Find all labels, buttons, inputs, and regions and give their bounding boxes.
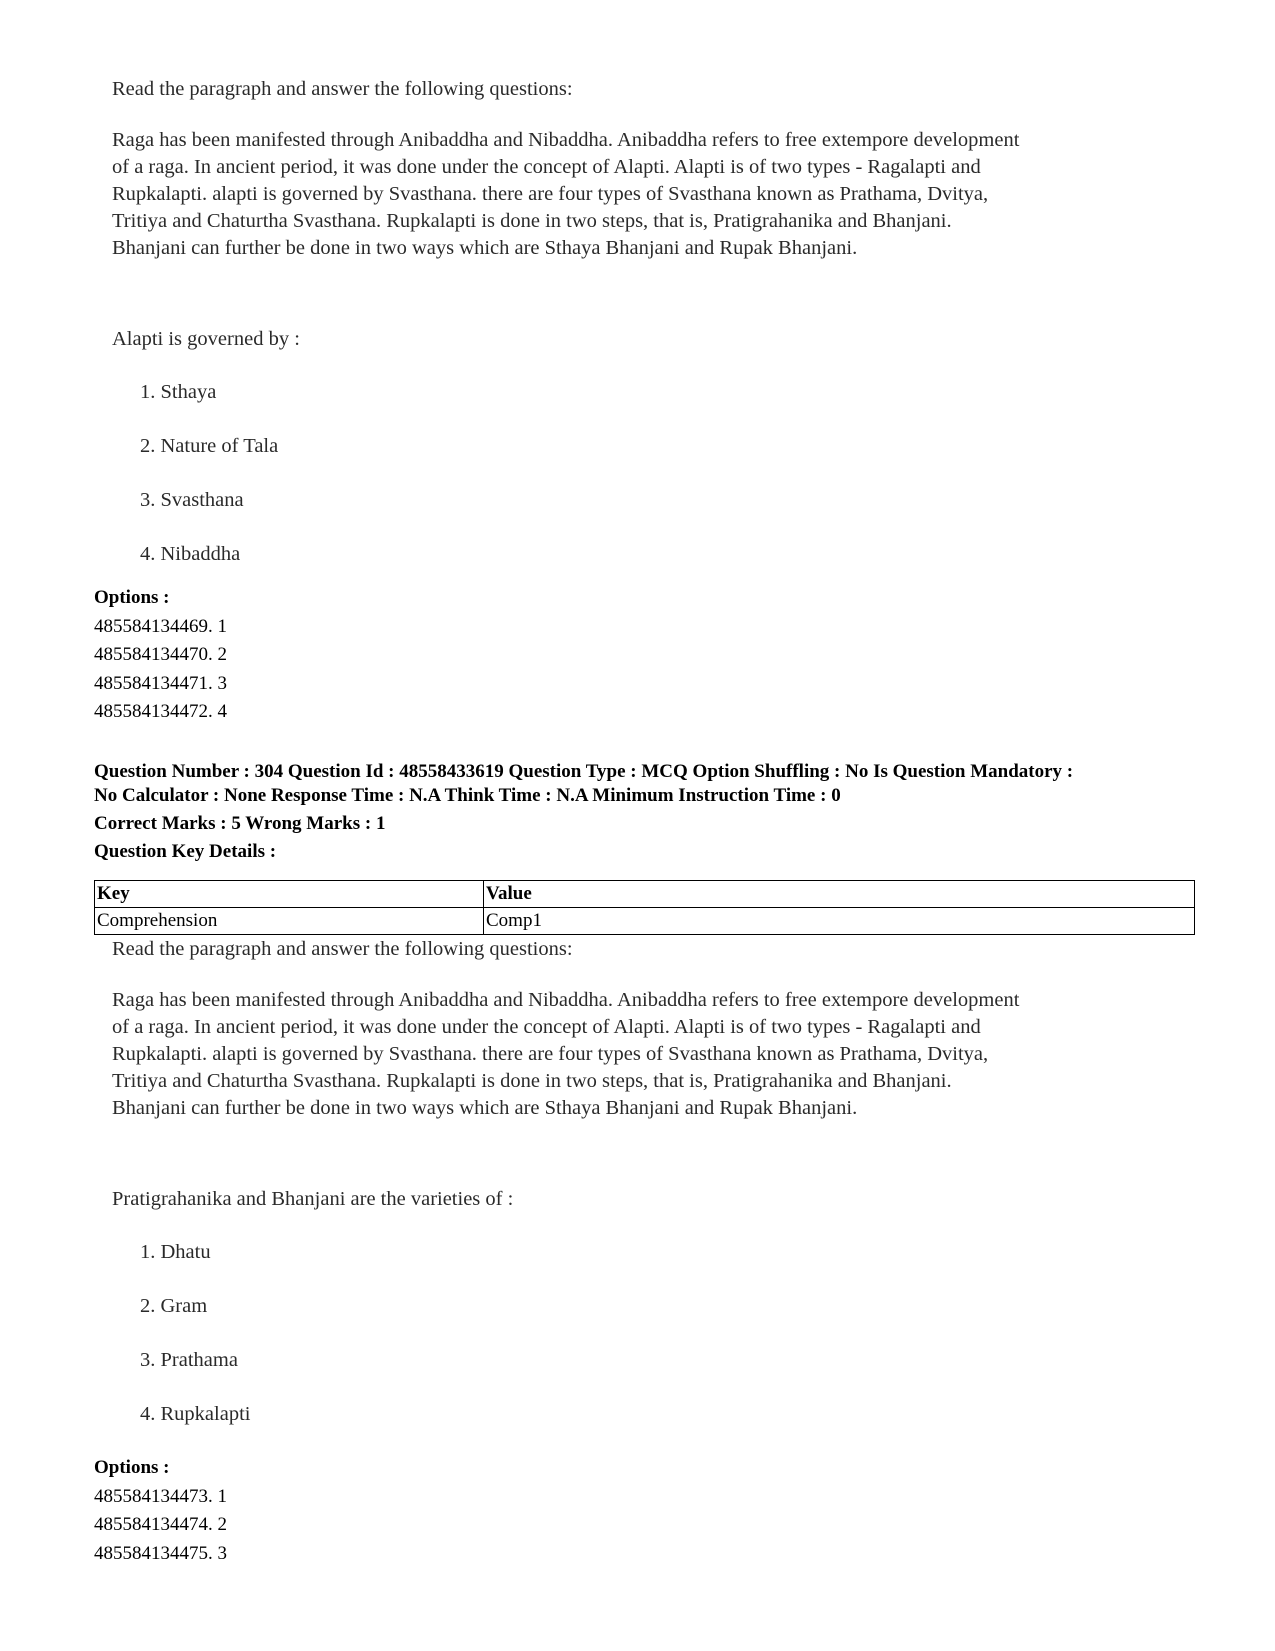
option-row: 485584134475. 3	[94, 1542, 227, 1564]
question-2-meta	[94, 760, 1194, 864]
passage-line: of a raga. In ancient period, it was done under the concept of Alapti. Alapti is of two types - Ragalapti and	[112, 1016, 981, 1038]
question-stem: Pratigrahanika and Bhanjani are the varieties of :	[112, 1188, 514, 1210]
choice-item: 3. Svasthana	[140, 489, 244, 511]
passage-line: Rupkalapti. alapti is governed by Svasthana. there are four types of Svasthana known as Prathama, Dvitya,	[112, 183, 989, 205]
option-row: 485584134470. 2	[94, 644, 227, 665]
option-row: 485584134469. 1	[94, 615, 227, 637]
table-cell: Comp1	[484, 908, 1195, 935]
passage-line: Tritiya and Chaturtha Svasthana. Rupkalapti is done in two steps, that is, Pratigrahanika and Bhanjani.	[112, 210, 952, 232]
choice-item: 1. Dhatu	[140, 1241, 211, 1263]
meta-line: Question Number : 304 Question Id : 48558433619 Question Type : MCQ Option Shuffling : No Is Question Mandatory :	[94, 761, 1074, 782]
option-row: 485584134473. 1	[94, 1485, 227, 1507]
question-stem: Alapti is governed by :	[112, 328, 300, 350]
passage-line: Raga has been manifested through Anibaddha and Nibaddha. Anibaddha refers to free extempore development	[112, 129, 1020, 151]
passage-line: Rupkalapti. alapti is governed by Svasthana. there are four types of Svasthana known as Prathama, Dvitya,	[112, 1043, 989, 1065]
choice-item: 3. Prathama	[140, 1349, 238, 1371]
passage-line: Bhanjani can further be done in two ways which are Sthaya Bhanjani and Rupak Bhanjani.	[112, 1097, 858, 1119]
table-header-cell: Key	[95, 881, 484, 908]
passage-line: Tritiya and Chaturtha Svasthana. Rupkalapti is done in two steps, that is, Pratigrahanika and Bhanjani.	[112, 1070, 952, 1092]
key-details-table	[94, 880, 1195, 935]
table-header-cell: Value	[484, 881, 1195, 908]
passage-line: of a raga. In ancient period, it was done under the concept of Alapti. Alapti is of two types - Ragalapti and	[112, 156, 981, 178]
option-row: 485584134474. 2	[94, 1514, 227, 1535]
passage-line: Bhanjani can further be done in two ways which are Sthaya Bhanjani and Rupak Bhanjani.	[112, 237, 858, 259]
question-2-options	[94, 1454, 227, 1568]
question-2-passage-block	[112, 936, 1212, 1122]
choice-list	[140, 379, 278, 595]
passage-instruction: Read the paragraph and answer the following questions:	[112, 938, 573, 960]
choice-item: 1. Sthaya	[140, 381, 217, 403]
passage-line: Raga has been manifested through Anibaddha and Nibaddha. Anibaddha refers to free extempore development	[112, 989, 1020, 1011]
option-row: 485584134471. 3	[94, 672, 227, 694]
option-row: 485584134472. 4	[94, 701, 227, 722]
choice-item: 4. Nibaddha	[140, 543, 241, 565]
choice-list	[140, 1239, 250, 1455]
question-1-passage-block	[112, 76, 1212, 262]
choice-item: 2. Nature of Tala	[140, 435, 279, 457]
question-1-options	[94, 584, 227, 727]
table-header-row	[95, 881, 1195, 908]
table-row	[95, 908, 1195, 935]
table-cell: Comprehension	[95, 908, 484, 935]
marks-line: Correct Marks : 5 Wrong Marks : 1	[94, 813, 386, 834]
options-heading: Options :	[94, 1457, 170, 1478]
options-heading: Options :	[94, 587, 170, 608]
passage-instruction: Read the paragraph and answer the following questions:	[112, 78, 573, 100]
meta-line: No Calculator : None Response Time : N.A Think Time : N.A Minimum Instruction Time : 0	[94, 785, 841, 806]
choice-item: 4. Rupkalapti	[140, 1403, 251, 1425]
key-details-heading: Question Key Details :	[94, 841, 277, 862]
choice-item: 2. Gram	[140, 1295, 208, 1317]
